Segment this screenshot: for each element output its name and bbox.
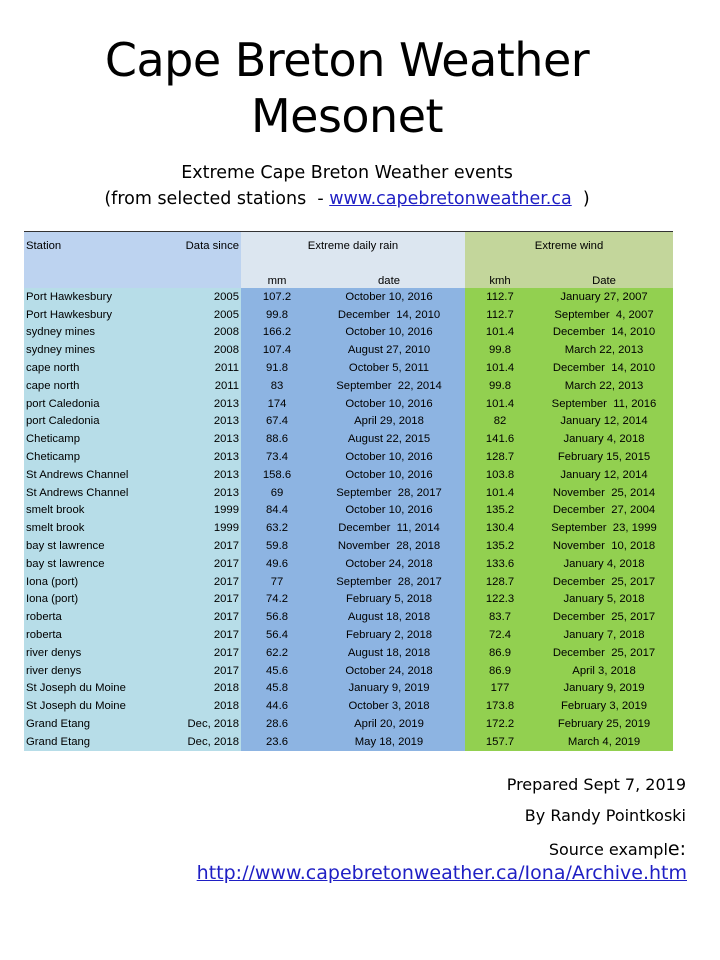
rain-date-cell: April 20, 2019 [313,715,465,733]
rain-date-cell: December 14, 2010 [313,306,465,324]
table-row [24,377,673,395]
rain-date-cell: August 22, 2015 [313,430,465,448]
rain-date-cell: October 24, 2018 [313,662,465,680]
header-data-since: Data since [164,232,241,260]
author: By Randy Pointkoski [524,806,686,825]
wind-date-cell: January 27, 2007 [535,288,673,306]
station-cell: cape north [24,359,164,377]
table-row [24,466,673,484]
wind-date-cell: February 25, 2019 [535,715,673,733]
data-since-cell: 2013 [164,395,241,413]
wind-date-cell: January 5, 2018 [535,591,673,609]
wind-kmh-cell: 141.6 [465,430,535,448]
wind-date-cell: March 22, 2013 [535,377,673,395]
data-since-cell: 2013 [164,430,241,448]
station-cell: Port Hawkesbury [24,288,164,306]
rain-mm-cell: 166.2 [241,324,313,342]
rain-mm-cell: 23.6 [241,733,313,751]
wind-kmh-cell: 135.2 [465,502,535,520]
wind-date-cell: January 9, 2019 [535,680,673,698]
table-row [24,395,673,413]
rain-mm-cell: 74.2 [241,591,313,609]
source-label [549,838,686,860]
wind-kmh-cell: 101.4 [465,359,535,377]
wind-date-cell: December 14, 2010 [535,359,673,377]
station-cell: port Caledonia [24,413,164,431]
wind-kmh-cell: 172.2 [465,715,535,733]
table-row [24,341,673,359]
wind-date-cell: February 15, 2015 [535,448,673,466]
rain-date-cell: October 10, 2016 [313,288,465,306]
table-row [24,715,673,733]
rain-mm-cell: 73.4 [241,448,313,466]
table-row [24,359,673,377]
rain-date-cell: August 18, 2018 [313,644,465,662]
station-cell: Port Hawkesbury [24,306,164,324]
header-wind-date: Date [535,259,673,288]
rain-mm-cell: 69 [241,484,313,502]
data-since-cell: 2017 [164,537,241,555]
rain-date-cell: August 27, 2010 [313,341,465,359]
rain-mm-cell: 88.6 [241,430,313,448]
rain-date-cell: May 18, 2019 [313,733,465,751]
header-row-units [24,259,673,288]
station-cell: bay st lawrence [24,537,164,555]
wind-kmh-cell: 112.7 [465,306,535,324]
table-row [24,430,673,448]
station-cell: St Andrews Channel [24,484,164,502]
table-row [24,306,673,324]
rain-mm-cell: 44.6 [241,697,313,715]
rain-date-cell: October 24, 2018 [313,555,465,573]
rain-date-cell: August 18, 2018 [313,608,465,626]
wind-kmh-cell: 82 [465,413,535,431]
data-since-cell: 2011 [164,359,241,377]
wind-kmh-cell: 128.7 [465,448,535,466]
table-row [24,502,673,520]
data-since-cell: 2018 [164,680,241,698]
wind-date-cell: February 3, 2019 [535,697,673,715]
data-since-cell: 2005 [164,288,241,306]
data-since-cell: 2017 [164,608,241,626]
table-row [24,555,673,573]
title-line-2: Mesonet [250,89,444,143]
data-since-cell: 1999 [164,502,241,520]
rain-mm-cell: 84.4 [241,502,313,520]
wind-date-cell: December 25, 2017 [535,608,673,626]
data-since-cell: 2013 [164,413,241,431]
table-row [24,573,673,591]
table-row [24,448,673,466]
rain-mm-cell: 107.4 [241,341,313,359]
data-since-cell: 2013 [164,448,241,466]
source-label-text: Source exampl [548,840,668,859]
wind-kmh-cell: 103.8 [465,466,535,484]
prepared-date: Prepared Sept 7, 2019 [506,775,686,794]
station-cell: Grand Etang [24,733,164,751]
data-since-cell: 2017 [164,644,241,662]
wind-kmh-cell: 130.4 [465,519,535,537]
rain-date-cell: December 11, 2014 [313,519,465,537]
wind-kmh-cell: 173.8 [465,697,535,715]
table-row [24,644,673,662]
header-extreme-daily-rain: Extreme daily rain [241,232,465,260]
table-row [24,324,673,342]
station-cell: sydney mines [24,324,164,342]
data-since-cell: 2017 [164,573,241,591]
rain-mm-cell: 174 [241,395,313,413]
data-since-cell: 2017 [164,662,241,680]
subtitle-suffix: ) [571,189,590,209]
table-row [24,484,673,502]
table-row [24,626,673,644]
station-cell: Cheticamp [24,430,164,448]
subtitle-prefix: (from selected stations - [104,189,330,209]
wind-date-cell: January 4, 2018 [535,430,673,448]
subtitle-line-2 [0,186,694,212]
wind-kmh-cell: 101.4 [465,484,535,502]
rain-date-cell: November 28, 2018 [313,537,465,555]
rain-mm-cell: 99.8 [241,306,313,324]
rain-date-cell: October 5, 2011 [313,359,465,377]
rain-date-cell: September 28, 2017 [313,484,465,502]
table-row [24,608,673,626]
data-since-cell: 2018 [164,697,241,715]
table-row [24,413,673,431]
rain-date-cell: October 10, 2016 [313,466,465,484]
wind-kmh-cell: 99.8 [465,341,535,359]
station-cell: roberta [24,626,164,644]
wind-date-cell: September 11, 2016 [535,395,673,413]
page-title [0,32,694,144]
source-label-end: e: [667,838,686,860]
wind-date-cell: January 7, 2018 [535,626,673,644]
table-row [24,733,673,751]
data-since-cell: 2005 [164,306,241,324]
rain-date-cell: September 28, 2017 [313,573,465,591]
data-since-cell: 2008 [164,341,241,359]
table-row [24,537,673,555]
website-link[interactable]: www.capebretonweather.ca [329,189,572,209]
header-rain-date: date [313,259,465,288]
wind-kmh-cell: 86.9 [465,662,535,680]
data-since-cell: 2008 [164,324,241,342]
rain-date-cell: October 10, 2016 [313,502,465,520]
wind-date-cell: September 4, 2007 [535,306,673,324]
station-cell: sydney mines [24,341,164,359]
wind-date-cell: January 4, 2018 [535,555,673,573]
station-cell: Grand Etang [24,715,164,733]
wind-kmh-cell: 86.9 [465,644,535,662]
data-since-cell: Dec, 2018 [164,733,241,751]
data-since-cell: 2011 [164,377,241,395]
header-blank [24,259,164,288]
station-cell: Iona (port) [24,591,164,609]
table-row [24,662,673,680]
extreme-weather-table [24,231,673,751]
data-since-cell: 1999 [164,519,241,537]
station-cell: port Caledonia [24,395,164,413]
rain-mm-cell: 28.6 [241,715,313,733]
wind-kmh-cell: 101.4 [465,324,535,342]
table-row [24,591,673,609]
wind-kmh-cell: 157.7 [465,733,535,751]
header-blank [164,259,241,288]
data-since-cell: 2013 [164,466,241,484]
station-cell: St Joseph du Moine [24,680,164,698]
wind-date-cell: December 25, 2017 [535,573,673,591]
wind-kmh-cell: 99.8 [465,377,535,395]
wind-kmh-cell: 72.4 [465,626,535,644]
rain-mm-cell: 107.2 [241,288,313,306]
header-extreme-wind: Extreme wind [465,232,673,260]
data-since-cell: 2017 [164,555,241,573]
subtitle-line-1: Extreme Cape Breton Weather events [181,163,513,183]
data-since-cell: 2017 [164,626,241,644]
rain-mm-cell: 56.4 [241,626,313,644]
rain-mm-cell: 158.6 [241,466,313,484]
rain-mm-cell: 56.8 [241,608,313,626]
station-cell: river denys [24,662,164,680]
station-cell: Iona (port) [24,573,164,591]
rain-mm-cell: 45.8 [241,680,313,698]
wind-kmh-cell: 101.4 [465,395,535,413]
rain-mm-cell: 62.2 [241,644,313,662]
data-since-cell: 2013 [164,484,241,502]
rain-mm-cell: 59.8 [241,537,313,555]
wind-kmh-cell: 133.6 [465,555,535,573]
table-body [24,288,673,751]
rain-date-cell: October 10, 2016 [313,448,465,466]
station-cell: cape north [24,377,164,395]
station-cell: St Joseph du Moine [24,697,164,715]
wind-kmh-cell: 135.2 [465,537,535,555]
wind-kmh-cell: 128.7 [465,573,535,591]
header-row-groups [24,232,673,260]
rain-mm-cell: 91.8 [241,359,313,377]
station-cell: St Andrews Channel [24,466,164,484]
rain-date-cell: February 5, 2018 [313,591,465,609]
wind-date-cell: January 12, 2014 [535,466,673,484]
wind-date-cell: April 3, 2018 [535,662,673,680]
wind-date-cell: December 25, 2017 [535,644,673,662]
wind-date-cell: November 10, 2018 [535,537,673,555]
rain-mm-cell: 63.2 [241,519,313,537]
station-cell: smelt brook [24,502,164,520]
rain-mm-cell: 49.6 [241,555,313,573]
rain-mm-cell: 83 [241,377,313,395]
wind-kmh-cell: 83.7 [465,608,535,626]
header-station: Station [24,232,164,260]
wind-date-cell: March 22, 2013 [535,341,673,359]
rain-mm-cell: 45.6 [241,662,313,680]
rain-mm-cell: 67.4 [241,413,313,431]
rain-date-cell: January 9, 2019 [313,680,465,698]
header-wind-kmh: kmh [465,259,535,288]
wind-kmh-cell: 112.7 [465,288,535,306]
wind-date-cell: March 4, 2019 [535,733,673,751]
subtitle [0,160,694,212]
table-row [24,519,673,537]
station-cell: bay st lawrence [24,555,164,573]
table-row [24,697,673,715]
wind-kmh-cell: 122.3 [465,591,535,609]
rain-date-cell: October 10, 2016 [313,324,465,342]
rain-date-cell: October 3, 2018 [313,697,465,715]
wind-date-cell: September 23, 1999 [535,519,673,537]
rain-date-cell: February 2, 2018 [313,626,465,644]
data-since-cell: 2017 [164,591,241,609]
wind-date-cell: November 25, 2014 [535,484,673,502]
header-rain-mm: mm [241,259,313,288]
station-cell: Cheticamp [24,448,164,466]
station-cell: river denys [24,644,164,662]
station-cell: roberta [24,608,164,626]
station-cell: smelt brook [24,519,164,537]
rain-date-cell: October 10, 2016 [313,395,465,413]
rain-date-cell: April 29, 2018 [313,413,465,431]
title-line-1: Cape Breton Weather [104,33,590,87]
wind-date-cell: January 12, 2014 [535,413,673,431]
wind-date-cell: December 27, 2004 [535,502,673,520]
wind-date-cell: December 14, 2010 [535,324,673,342]
table-row [24,680,673,698]
table-row [24,288,673,306]
rain-mm-cell: 77 [241,573,313,591]
data-since-cell: Dec, 2018 [164,715,241,733]
source-url-link[interactable]: http://www.capebretonweather.ca/Iona/Archive.htm [196,862,687,884]
rain-date-cell: September 22, 2014 [313,377,465,395]
wind-kmh-cell: 177 [465,680,535,698]
